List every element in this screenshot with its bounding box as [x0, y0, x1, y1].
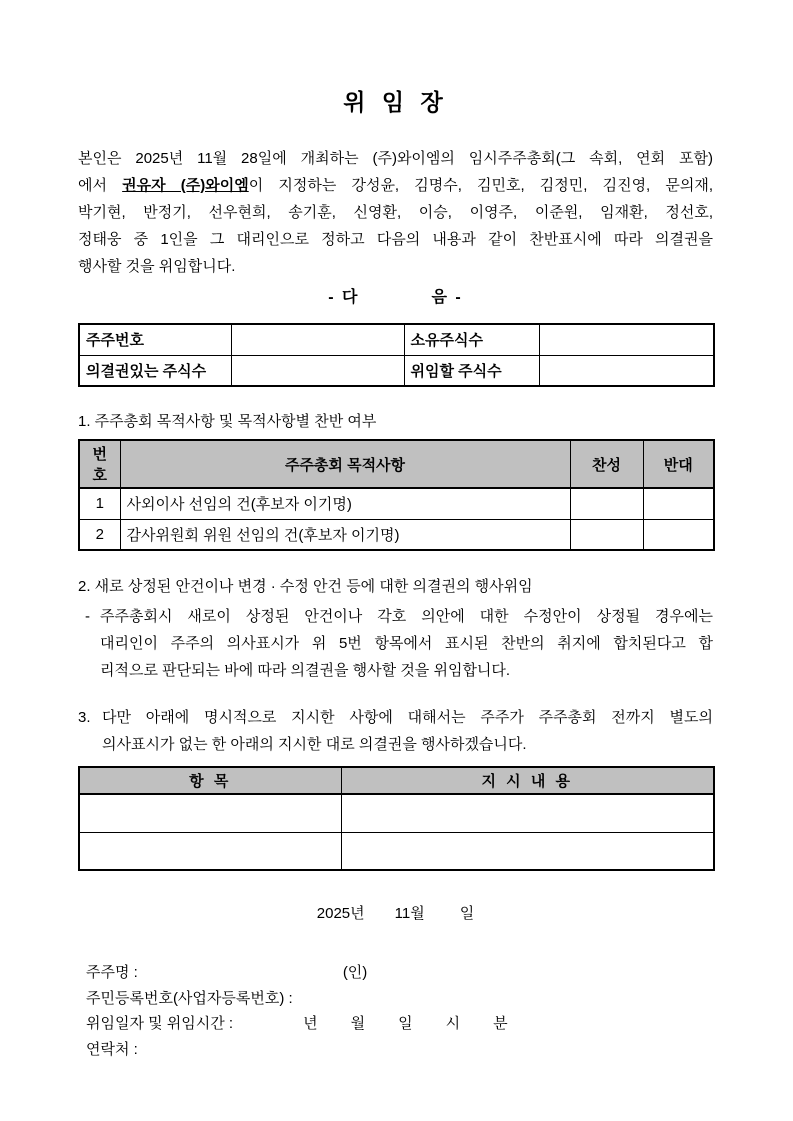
agenda-col-item: 주주총회 목적사항 [120, 440, 570, 488]
section2-paragraph [78, 603, 713, 684]
agenda-col-oppose: 반대 [643, 440, 714, 488]
shares-table-row [79, 355, 714, 386]
agenda-table [78, 439, 715, 551]
unit-hour: 시 [445, 1015, 461, 1032]
page-title: 위 임 장 [343, 89, 448, 115]
instruction-2-detail-field[interactable] [341, 832, 714, 870]
date-year: 2025년 [316, 905, 365, 922]
intro-line-1: 본인은 2025년 11월 28일에 개최하는 (주)와이엠의 임시주주총회(그 속회, 연회 포함) [78, 150, 713, 167]
shareholder-name-label: 주주명 : [86, 964, 138, 981]
daeum-divider [78, 284, 713, 307]
registration-number-label: 주민등록번호(사업자등록번호) : [86, 989, 293, 1007]
voting-shares-field[interactable] [231, 355, 404, 386]
section2-line-2: 대리인이 주주의 의사표시가 위 5번 항목에서 표시된 찬반의 취지에 합치된다고 합 [100, 635, 713, 652]
shareholder-name-line [86, 960, 713, 986]
date-day: 일 [459, 905, 475, 922]
voting-shares-label: 의결권있는 주식수 [79, 355, 231, 386]
delegated-shares-label: 위임할 주식수 [404, 355, 539, 386]
contact-label: 연락처 : [86, 1040, 138, 1058]
instruction-2-item-field[interactable] [79, 832, 341, 870]
section1-heading: 1. 주주총회 목적사항 및 목적사항별 찬반 여부 [78, 413, 377, 430]
contact-line [86, 1037, 713, 1063]
date-month: 11월 [394, 905, 425, 922]
section3-paragraph [78, 704, 713, 758]
instruction-1-detail-field[interactable] [341, 794, 714, 832]
delegation-datetime-label: 위임일자 및 위임시간 : [86, 1015, 234, 1032]
unit-day: 일 [398, 1015, 413, 1032]
registration-number-line [86, 986, 713, 1012]
section2-line-1: 주주총회시 새로이 상정된 안건이나 각호 의안에 대한 수정안이 상정될 경우에는 [100, 608, 713, 625]
instructions-row-2 [79, 832, 714, 870]
delegation-datetime-line [86, 1011, 713, 1037]
intro-line-2-suffix: 이 지정하는 강성윤, 김명수, 김민호, 김정민, 김진영, 문의재, [248, 177, 714, 194]
agenda-1-approve-field[interactable] [570, 488, 643, 519]
agenda-2-approve-field[interactable] [570, 519, 643, 550]
intro-line-3: 박기현, 반정기, 선우현희, 송기훈, 신영환, 이승, 이영주, 이준원, 임재환, 정선호, [78, 204, 713, 221]
instructions-table [78, 766, 715, 871]
owned-shares-field[interactable] [539, 324, 714, 355]
shareholder-number-label: 주주번호 [79, 324, 231, 355]
seal-mark: (인) [342, 964, 368, 981]
dash-bullet: - [85, 608, 90, 625]
shares-table [78, 323, 715, 387]
agenda-header-row [79, 440, 714, 488]
daeum-left: - 다 [328, 289, 360, 306]
instructions-col-item: 항 목 [79, 767, 341, 794]
intro-paragraph [78, 145, 713, 280]
instructions-row-1 [79, 794, 714, 832]
agenda-1-oppose-field[interactable] [643, 488, 714, 519]
owned-shares-label: 소유주식수 [404, 324, 539, 355]
instructions-header-row [79, 767, 714, 794]
section3-number: 3. [78, 709, 91, 726]
section3-line-1: 다만 아래에 명시적으로 지시한 사항에 대해서는 주주가 주주총회 전까지 별도의 [102, 709, 713, 726]
intro-line-4: 정태웅 중 1인을 그 대리인으로 정하고 다음의 내용과 같이 찬반표시에 따라 의결권을 [78, 231, 713, 248]
agenda-1-item: 사외이사 선임의 건(후보자 이기명) [120, 488, 570, 519]
section2-heading: 2. 새로 상정된 안건이나 변경 · 수정 안건 등에 대한 의결권의 행사위임 [78, 578, 533, 595]
delegated-shares-field[interactable] [539, 355, 714, 386]
agenda-col-approve: 찬성 [570, 440, 643, 488]
intro-line-2 [78, 172, 713, 199]
shares-table-row [79, 324, 714, 355]
instructions-col-detail: 지 시 내 용 [341, 767, 714, 794]
agenda-row-1 [79, 488, 714, 519]
unit-month: 월 [350, 1015, 366, 1032]
agenda-2-item: 감사위원회 위원 선임의 건(후보자 이기명) [120, 519, 570, 550]
intro-line-5: 행사할 것을 위임합니다. [78, 258, 236, 275]
shareholder-number-field[interactable] [231, 324, 404, 355]
signature-block [86, 960, 713, 1062]
daeum-right: 음 - [431, 289, 463, 306]
section2-line-3: 리적으로 판단되는 바에 따라 의결권을 행사할 것을 위임합니다. [100, 662, 511, 679]
agenda-col-number: 번호 [79, 440, 120, 488]
agenda-row-2 [79, 519, 714, 550]
agenda-2-number: 2 [79, 519, 120, 550]
instruction-1-item-field[interactable] [79, 794, 341, 832]
unit-year: 년 [303, 1015, 318, 1032]
agenda-1-number: 1 [79, 488, 120, 519]
agenda-2-oppose-field[interactable] [643, 519, 714, 550]
intro-line-2-prefix: 에서 [78, 177, 123, 194]
section3-line-2: 의사표시가 없는 한 아래의 지시한 대로 의결권을 행사하겠습니다. [102, 736, 527, 753]
solicitor-name: 권유자 (주)와이엠 [122, 177, 249, 194]
unit-minute: 분 [493, 1015, 508, 1032]
date-line [78, 902, 713, 923]
